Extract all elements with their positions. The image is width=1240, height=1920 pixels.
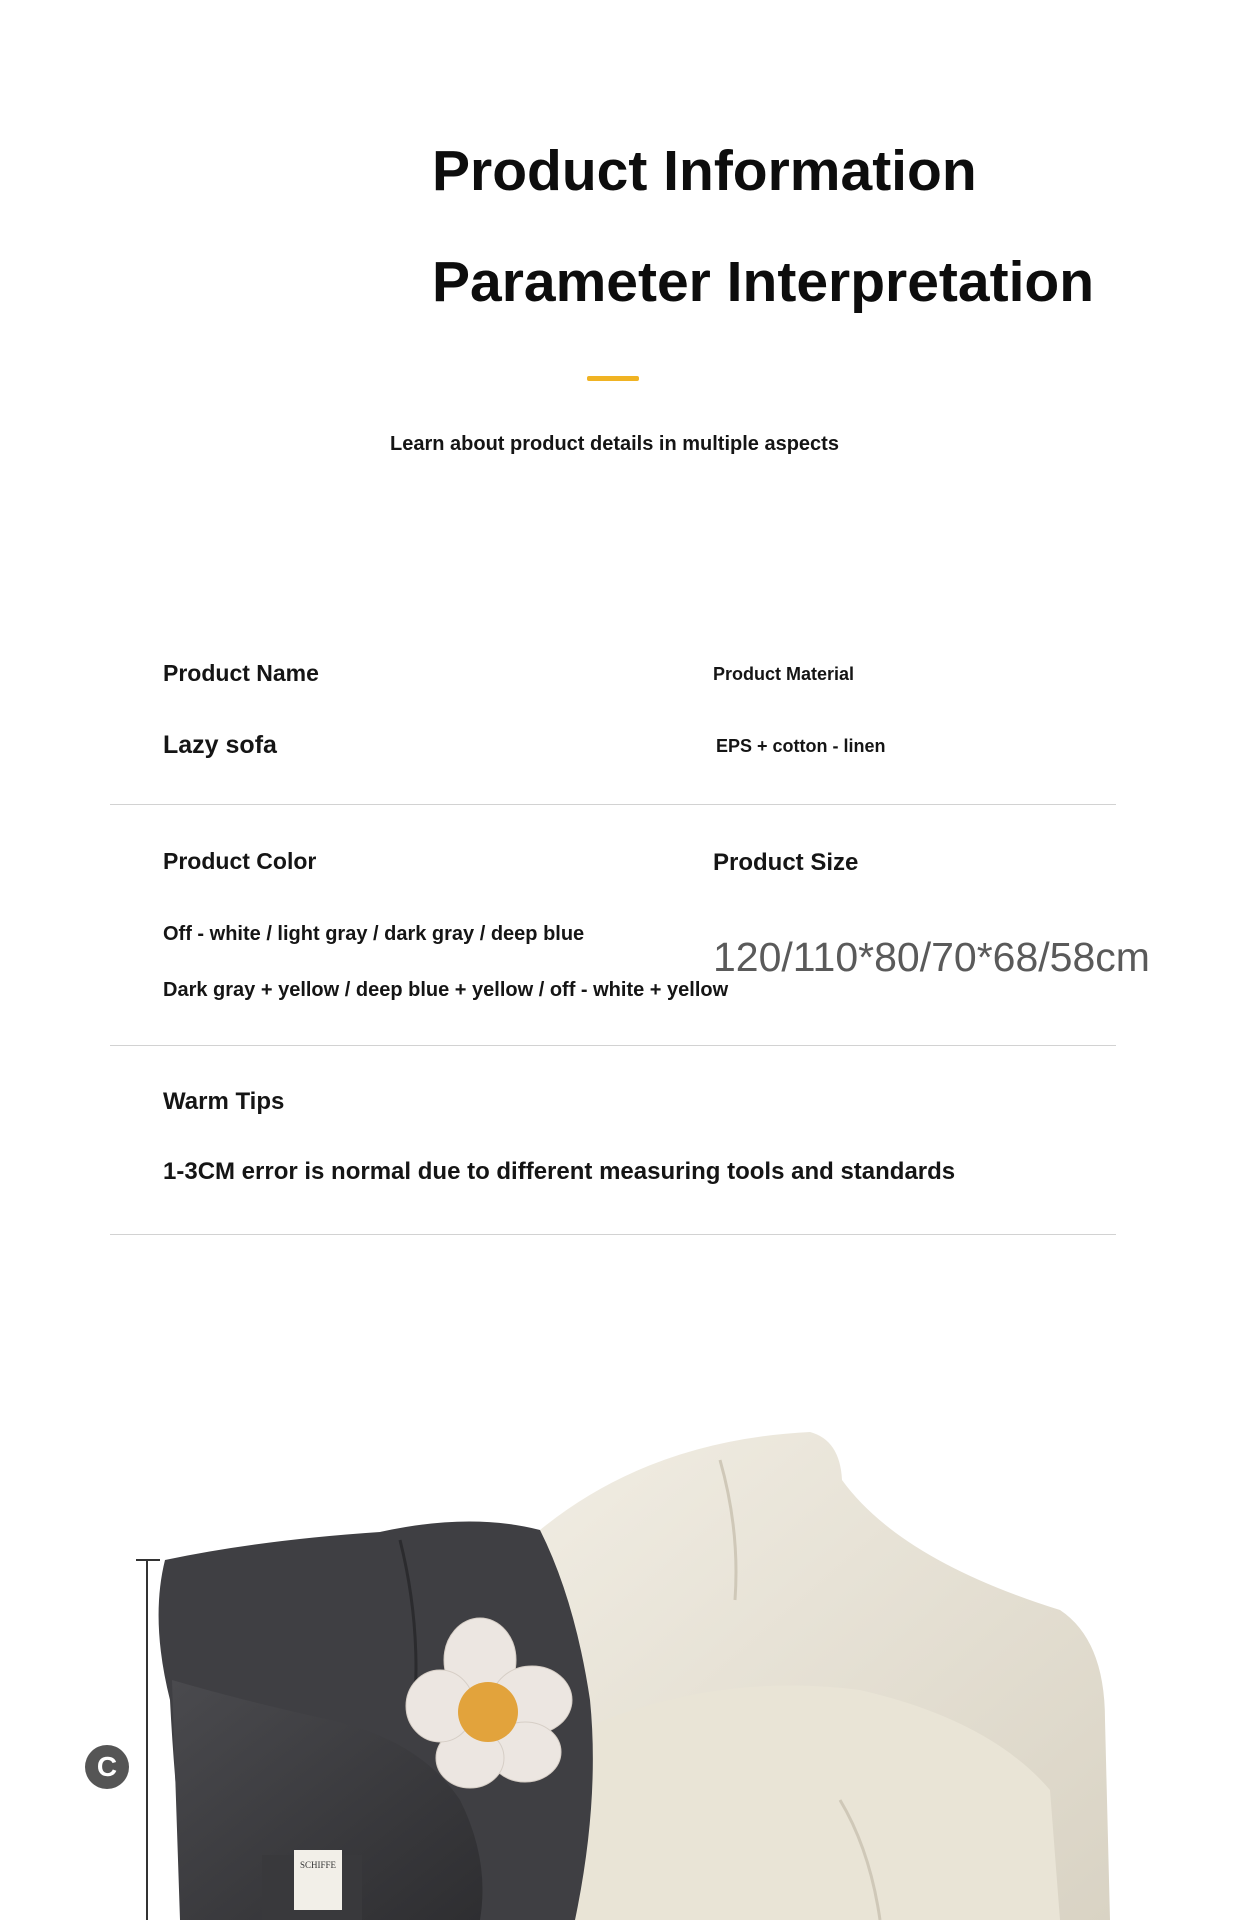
subtitle: Learn about product details in multiple aspects bbox=[390, 433, 839, 455]
pocket-book-label: SCHIFFE bbox=[300, 1860, 337, 1870]
lazy-sofa-illustration bbox=[0, 1380, 1240, 1920]
title-line-2: Parameter Interpretation bbox=[432, 250, 1095, 314]
product-size-label: Product Size bbox=[713, 849, 859, 876]
divider-2 bbox=[110, 1045, 1116, 1046]
divider-3 bbox=[110, 1234, 1116, 1235]
warm-tips-value: 1-3CM error is normal due to different measuring tools and standards bbox=[163, 1158, 956, 1185]
product-color-value-1: Off - white / light gray / dark gray / deep blue bbox=[163, 923, 585, 945]
pocket-book bbox=[294, 1850, 342, 1910]
product-size-value: 120/110*80/70*68/58cm bbox=[713, 934, 1150, 980]
product-name-value: Lazy sofa bbox=[163, 731, 277, 759]
product-material-value: EPS + cotton - linen bbox=[716, 736, 886, 756]
divider-1 bbox=[110, 804, 1116, 805]
accent-bar bbox=[587, 376, 639, 381]
title-line-1: Product Information bbox=[432, 139, 977, 203]
product-image bbox=[0, 1380, 1240, 1920]
product-color-label: Product Color bbox=[163, 848, 317, 874]
warm-tips-label: Warm Tips bbox=[163, 1088, 285, 1115]
product-name-label: Product Name bbox=[163, 660, 319, 686]
dimension-marker-badge: C bbox=[85, 1745, 129, 1789]
product-material-label: Product Material bbox=[713, 664, 855, 684]
product-color-value-2: Dark gray + yellow / deep blue + yellow / off - white + yellow bbox=[163, 979, 729, 1001]
